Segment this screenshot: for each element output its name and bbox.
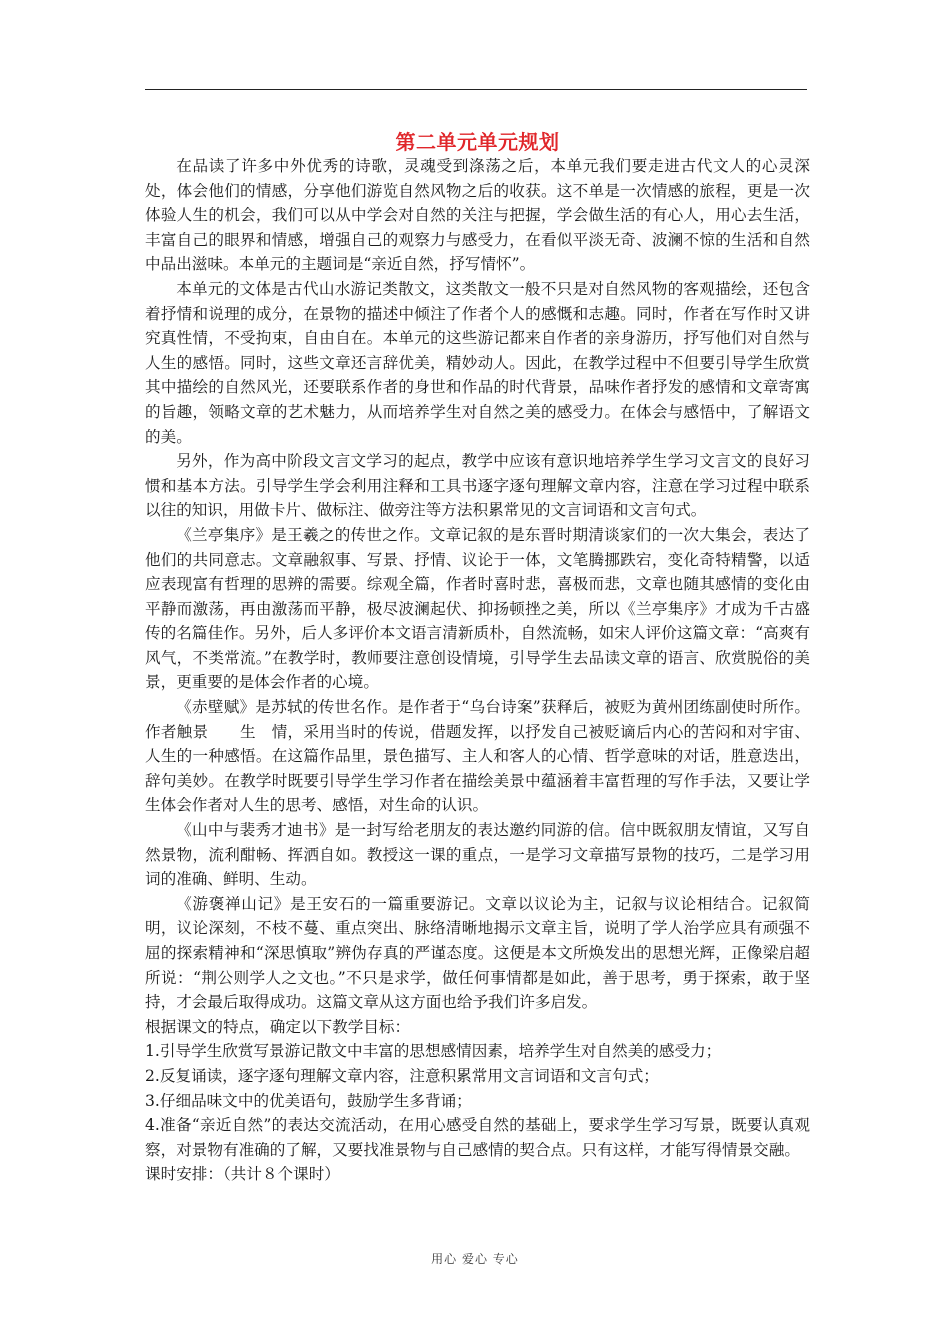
schedule-line: 课时安排：（共计８个课时） — [145, 1165, 340, 1184]
shanzhong-paragraph: 《山中与裴秀才迪书》是一封写给老朋友的表达邀约同游的信。信中既叙朋友情谊，又写自然景物，流利酣畅、挥洒自如。教授这一课的重点，一是学习文章描写景物的技巧，二是学习用词的准确、鲜明、生动。 — [145, 821, 810, 889]
goal-item: 2.反复诵读，逐字逐句理解文章内容，注意积累常用文言词语和文言句式； — [145, 1066, 659, 1085]
baochan-paragraph: 《游褒禅山记》是王安石的一篇重要游记。文章以议论为主，记叙与议论相结合。记叙简明，议论深刻，不枝不蔓、重点突出、脉络清晰地揭示文章主旨，说明了学人治学应具有顽强不屈的探索精神和“深思慎取”辨伪存真的严谨态度。这便是本文所焕发出的思想光辉，正像梁启超所说：“荆公则学人之文也。”不只是求学，做任何事情都是如此，善于思考，勇于探索，敢于坚持，才会最后取得成功。这篇文章从这方面也给予我们许多启发。 — [145, 894, 810, 1012]
page-footer: 用心 爱心 专心 — [431, 1252, 519, 1266]
chibi-paragraph: 《赤壁赋》是苏轼的传世名作。是作者于“乌台诗案”获释后，被贬为黄州团练副使时所作。作者触景 生 情，采用当时的传说，借题发挥，以抒发自己被贬谪后内心的苦闷和对宇宙、人生的一种感悟。在这篇作品里，景色描写、主人和客人的心情、哲学意味的对话，胜意迭出，辞句美妙。在教学时既要引导学生学习作者在描绘美景中蕴涵着丰富哲理的写作手法，又要让学生体会作者对人生的思考、感悟，对生命的认识。 — [145, 698, 810, 815]
header-rule — [145, 89, 807, 90]
document-title: 第二单元单元规划 — [395, 130, 560, 154]
lanting-paragraph: 《兰亭集序》是王羲之的传世之作。文章记叙的是东晋时期清谈家们的一次大集会，表达了他们的共同意志。文章融叙事、写景、抒情、议论于一体，文笔腾挪跌宕，变化奇特精警，以适应表现富有哲理的思辨的需要。综观全篇，作者时喜时悲，喜极而悲，文章也随其感情的变化由平静而激荡，再由激荡而平静，极尽波澜起伏、抑扬顿挫之美，所以《兰亭集序》才成为千古盛传的名篇佳作。另外，后人多评价本文语言清新质朴，自然流畅，如宋人评价这篇文章：“高爽有风气，不类常流。”在教学时，教师要注意创设情境，引导学生去品读文章的语言、欣赏脱俗的美景，更重要的是体会作者的心境。 — [145, 525, 810, 692]
genre-paragraph: 本单元的文体是古代山水游记类散文，这类散文一般不只是对自然风物的客观描绘，还包含着抒情和说理的成分，在景物的描述中倾注了作者个人的感慨和志趣。同时，作者在写作时又讲究真性情，不受拘束，自由自在。本单元的这些游记都来自作者的亲身游历，抒写他们对自然与人生的感悟。同时，这些文章还言辞优美，精妙动人。因此，在教学过程中不但要引导学生欣赏其中描绘的自然风光，还要联系作者的身世和作品的时代背景，品味作者抒发的感情和文章寄寓的旨趣，领略文章的艺术魅力，从而培养学生对自然之美的感受力。在体会与感悟中，了解语文的美。 — [145, 279, 810, 446]
document-body — [145, 128, 810, 1187]
goal-item: 3.仔细品味文中的优美语句，鼓励学生多背诵； — [145, 1091, 472, 1110]
goal-item: 4.准备“亲近自然”的表达交流活动，在用心感受自然的基础上，要求学生学习写景，既要认真观察，对景物有准确的了解，又要找准景物与自己感情的契合点。只有这样，才能写得情景交融。 — [145, 1116, 810, 1159]
goal-item: 1.引导学生欣赏写景游记散文中丰富的思想感情因素，培养学生对自然美的感受力； — [145, 1042, 722, 1061]
goals-intro: 根据课文的特点，确定以下教学目标： — [145, 1017, 411, 1036]
method-paragraph: 另外，作为高中阶段文言文学习的起点，教学中应该有意识地培养学生学习文言文的良好习惯和基本方法。引导学生学会利用注释和工具书逐字逐句理解文章内容，注意在学习过程中联系以往的知识，用做卡片、做标注、做旁注等方法积累常见的文言词语和文言句式。 — [145, 452, 810, 520]
intro-paragraph: 在品读了许多中外优秀的诗歌，灵魂受到涤荡之后，本单元我们要走进古代文人的心灵深处，体会他们的情感，分享他们游览自然风物之后的收获。这不单是一次情感的旅程，更是一次体验人生的机会，我们可以从中学会对自然的关注与把握，学会做生活的有心人，用心去生活，丰富自己的眼界和情感，增强自己的观察力与感受力，在看似平淡无奇、波澜不惊的生活和自然中品出滋味。本单元的主题词是“亲近自然，抒写情怀”。 — [145, 157, 810, 274]
